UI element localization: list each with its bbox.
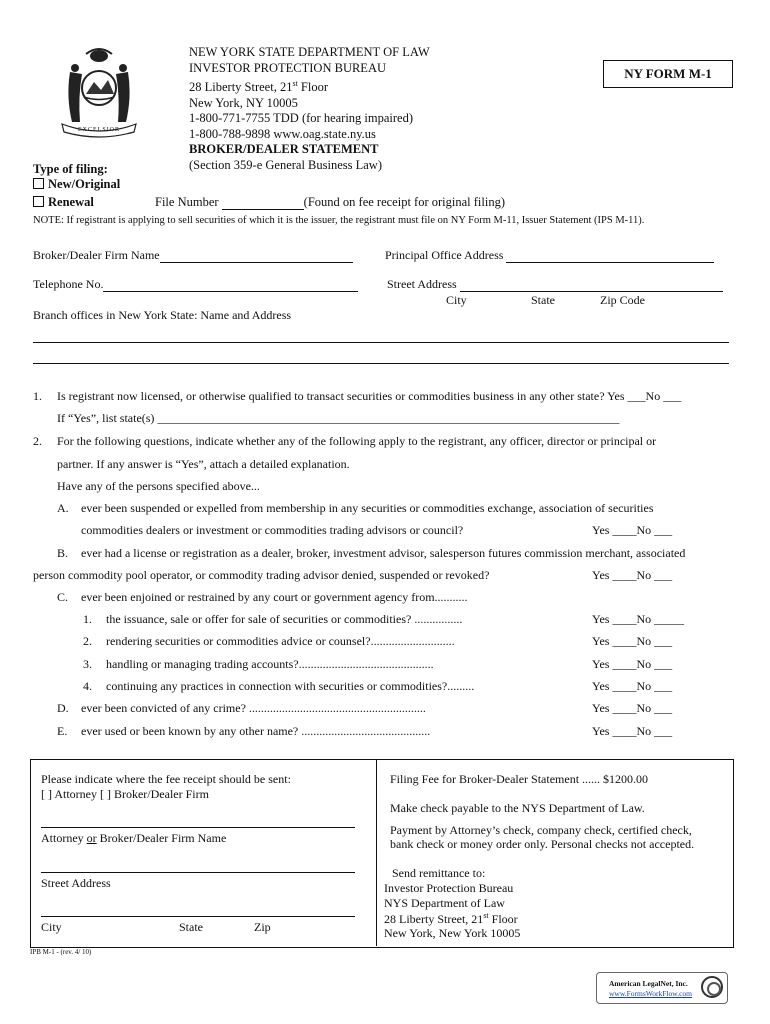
legalnet-logo-icon [701,976,723,998]
item-b-yes-no[interactable]: Yes ____No ___ [592,568,673,582]
item-c3-yes-no[interactable]: Yes ____No ___ [592,657,673,671]
form-title: BROKER/DEALER STATEMENT [189,142,379,157]
fee-box-divider [376,759,377,946]
item-a-continuation: commodities dealers or investment or commodities trading advisors or council? [81,523,464,537]
filing-note: NOTE: If registrant is applying to sell securities of which it is the issuer, the registrant must file on NY Form M-11, Issuer Statement (IPS M-11). [33,215,645,226]
form-subtitle: (Section 359-e General Business Law) [189,157,382,172]
principal-office-field[interactable] [506,251,714,263]
branch-offices-line-1[interactable] [33,342,729,343]
receipt-state-label: State [179,920,203,934]
item-c4-number: 4. [83,679,92,693]
remittance-address-2: NYS Department of Law [384,896,505,910]
badge-company: American LegalNet, Inc. [609,979,688,988]
item-c1-yes-no[interactable]: Yes ____No _____ [592,612,685,626]
question-2-number: 2. [33,434,42,448]
receipt-street-label: Street Address [41,876,111,890]
header-line-address: 28 Liberty Street, 21st Floor [189,79,329,95]
question-1-text: Is registrant now licensed, or otherwise qualified to transact securities or commodities business in any other state? Yes ___No ___ [57,389,682,403]
question-1-number: 1. [33,389,42,403]
principal-office-row: Principal Office Address [385,248,714,263]
header-line-department: NEW YORK STATE DEPARTMENT OF LAW [189,45,430,59]
telephone-field[interactable] [103,280,358,292]
file-number-row: File Number (Found on fee receipt for original filing) [155,195,505,209]
payable-to: Make check payable to the NYS Department of Law. [390,801,645,815]
remittance-address-4: New York, New York 10005 [384,926,521,940]
ny-state-seal-icon [56,42,142,140]
filing-type-label: Type of filing: [33,162,108,176]
firm-name-row: Broker/Dealer Firm Name [33,248,353,263]
question-2-lead: Have any of the persons specified above... [57,479,260,493]
payment-methods-1: Payment by Attorney’s check, company check, certified check, [390,823,692,837]
header-line-bureau: INVESTOR PROTECTION BUREAU [189,60,386,75]
item-b-continuation: person commodity pool operator, or commodity trading advisor denied, suspended or revoked? [33,568,490,582]
zip-code-label: Zip Code [600,293,645,307]
form-number-box: NY FORM M-1 [603,60,733,88]
item-c3-text: handling or managing trading accounts?............................................. [106,657,434,671]
city-label: City [446,293,467,307]
item-e-text: ever used or been known by any other name? ........................................... [81,724,431,738]
item-c1-text: the issuance, sale or offer for sale of securities or commodities? ................ [106,612,463,626]
remittance-label: Send remittance to: [392,866,486,880]
receipt-city-line[interactable] [41,916,355,917]
item-c2-text: rendering securities or commodities advice or counsel?............................ [106,634,455,648]
item-a-yes-no[interactable]: Yes ____No ___ [592,523,673,537]
item-c2-number: 2. [83,634,92,648]
new-original-option[interactable]: New/Original [33,177,120,192]
item-c2-yes-no[interactable]: Yes ____No ___ [592,634,673,648]
item-d-yes-no[interactable]: Yes ____No ___ [592,701,673,715]
legalnet-badge[interactable] [596,972,728,1004]
item-e-label: E. [57,724,68,738]
receipt-street-line[interactable] [41,872,355,873]
question-1-states: If “Yes”, list state(s) _____________________________________________________________________________ [57,411,620,425]
item-a-text: ever been suspended or expelled from membership in any securities or commodities exchange, association of securities [81,501,654,515]
remittance-address-3: 28 Liberty Street, 21st Floor [384,911,518,926]
item-a-label: A. [57,501,69,515]
remittance-address-1: Investor Protection Bureau [384,881,514,895]
new-original-checkbox[interactable] [33,178,44,189]
item-d-label: D. [57,701,69,715]
filing-fee: Filing Fee for Broker-Dealer Statement ...... $1200.00 [390,772,649,786]
state-label: State [531,293,555,307]
item-c4-text: continuing any practices in connection with securities or commodities?......... [106,679,475,693]
item-b-text: ever had a license or registration as a dealer, broker, investment advisor, salesperson futures commission merchant, associated [81,546,686,560]
firm-name-field[interactable] [160,251,353,263]
attorney-firm-name-label: Attorney or Broker/Dealer Firm Name [41,831,227,845]
branch-offices-line-2[interactable] [33,363,729,364]
item-c3-number: 3. [83,657,92,671]
seal-motto: EXCELSIOR [78,127,120,133]
receipt-options[interactable]: [ ] Attorney [ ] Broker/Dealer Firm [41,787,209,801]
receipt-instruction: Please indicate where the fee receipt should be sent: [41,772,291,786]
badge-url-link[interactable]: www.FormsWorkFlow.com [609,989,693,998]
item-c1-number: 1. [83,612,92,626]
telephone-row: Telephone No. [33,277,358,292]
item-d-text: ever been convicted of any crime? ........................................................... [81,701,426,715]
header-line-phone: 1-800-771-7755 TDD (for hearing impaired) [189,111,414,126]
header-line-phone-web: 1-800-788-9898 www.oag.state.ny.us [189,126,376,141]
item-c-label: C. [57,590,69,604]
attorney-firm-name-line[interactable] [41,827,355,828]
renewal-checkbox[interactable] [33,196,44,207]
item-b-label: B. [57,546,69,560]
street-address-row: Street Address [387,277,723,292]
form-revision: IPB M-1 - (rev. 4/ 10) [30,948,92,956]
receipt-zip-label: Zip [254,920,271,934]
branch-offices-label: Branch offices in New York State: Name and Address [33,308,292,322]
agency-header [189,45,430,173]
item-c-text: ever been enjoined or restrained by any court or government agency from........... [81,590,468,604]
item-e-yes-no[interactable]: Yes ____No ___ [592,724,673,738]
item-c4-yes-no[interactable]: Yes ____No ___ [592,679,673,693]
file-number-field[interactable] [222,198,304,210]
street-address-field[interactable] [460,280,723,292]
header-line-city: New York, NY 10005 [189,95,298,110]
renewal-option[interactable]: Renewal [33,195,94,210]
receipt-city-label: City [41,920,62,934]
question-2-continuation: partner. If any answer is “Yes”, attach a detailed explanation. [57,457,350,471]
question-2-text: For the following questions, indicate whether any of the following apply to the registrant, any officer, director or principal or [57,434,657,448]
payment-methods-2: bank check or money order only. Personal checks not accepted. [390,837,695,851]
